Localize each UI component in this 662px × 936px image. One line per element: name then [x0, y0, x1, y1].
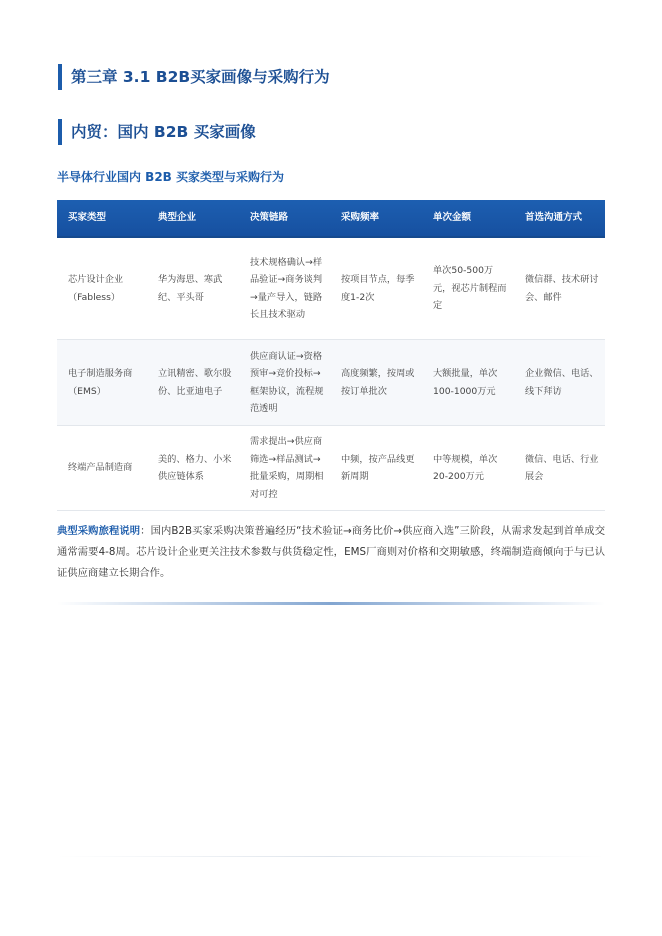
note-lead: 典型采购旅程说明 [57, 525, 141, 537]
cell-decision-chain: 需求提出→供应商筛选→样品测试→批量采购，周期相对可控 [239, 426, 330, 511]
cell-buyer-type: 终端产品制造商 [57, 426, 147, 511]
header-buyer-type: 买家类型 [57, 200, 147, 237]
table-header-row [57, 200, 605, 237]
cell-order-amount: 大额批量，单次100-1000万元 [422, 340, 514, 426]
section-heading: 内贸：国内 B2B 买家画像 [58, 119, 256, 145]
header-preferred-channel: 首选沟通方式 [514, 200, 605, 237]
note-text: ：国内B2B买家采购决策普遍经历“技术验证→商务比价→供应商入选”三阶段，从需求发起到首单成交通常需要4-8周。芯片设计企业更关注技术参数与供货稳定性，EMS厂商则对价格和交期敏感，终端制造商倾向于与已认证供应商建立长期合作。 [57, 525, 605, 579]
header-purchase-frequency: 采购频率 [330, 200, 422, 237]
cell-buyer-type: 芯片设计企业（Fabless） [57, 237, 147, 340]
cell-preferred-channel: 微信群、技术研讨会、邮件 [514, 237, 605, 340]
table-row [57, 237, 605, 340]
cell-purchase-frequency: 中频，按产品线更新周期 [330, 426, 422, 511]
header-order-amount: 单次金额 [422, 200, 514, 237]
cell-decision-chain: 技术规格确认→样品验证→商务谈判→量产导入，链路长且技术驱动 [239, 237, 330, 340]
buyer-table [57, 200, 605, 511]
section-divider [57, 602, 605, 605]
footer-divider [57, 856, 605, 857]
table-title: 半导体行业国内 B2B 买家类型与采购行为 [57, 170, 284, 184]
cell-order-amount: 单次50-500万元，视芯片制程而定 [422, 237, 514, 340]
cell-purchase-frequency: 高度频繁，按周或按订单批次 [330, 340, 422, 426]
header-decision-chain: 决策链路 [239, 200, 330, 237]
cell-typical-companies: 美的、格力、小米供应链体系 [147, 426, 239, 511]
cell-buyer-type: 电子制造服务商（EMS） [57, 340, 147, 426]
chapter-heading: 第三章 3.1 B2B买家画像与采购行为 [58, 64, 330, 90]
cell-typical-companies: 华为海思、寒武纪、平头哥 [147, 237, 239, 340]
table-row [57, 340, 605, 426]
cell-typical-companies: 立讯精密、歌尔股份、比亚迪电子 [147, 340, 239, 426]
cell-decision-chain: 供应商认证→资格预审→竞价投标→框架协议，流程规范透明 [239, 340, 330, 426]
purchase-journey-note [57, 521, 605, 584]
header-typical-companies: 典型企业 [147, 200, 239, 237]
table-row [57, 426, 605, 511]
cell-order-amount: 中等规模，单次20-200万元 [422, 426, 514, 511]
cell-preferred-channel: 微信、电话、行业展会 [514, 426, 605, 511]
cell-purchase-frequency: 按项目节点，每季度1-2次 [330, 237, 422, 340]
cell-preferred-channel: 企业微信、电话、线下拜访 [514, 340, 605, 426]
